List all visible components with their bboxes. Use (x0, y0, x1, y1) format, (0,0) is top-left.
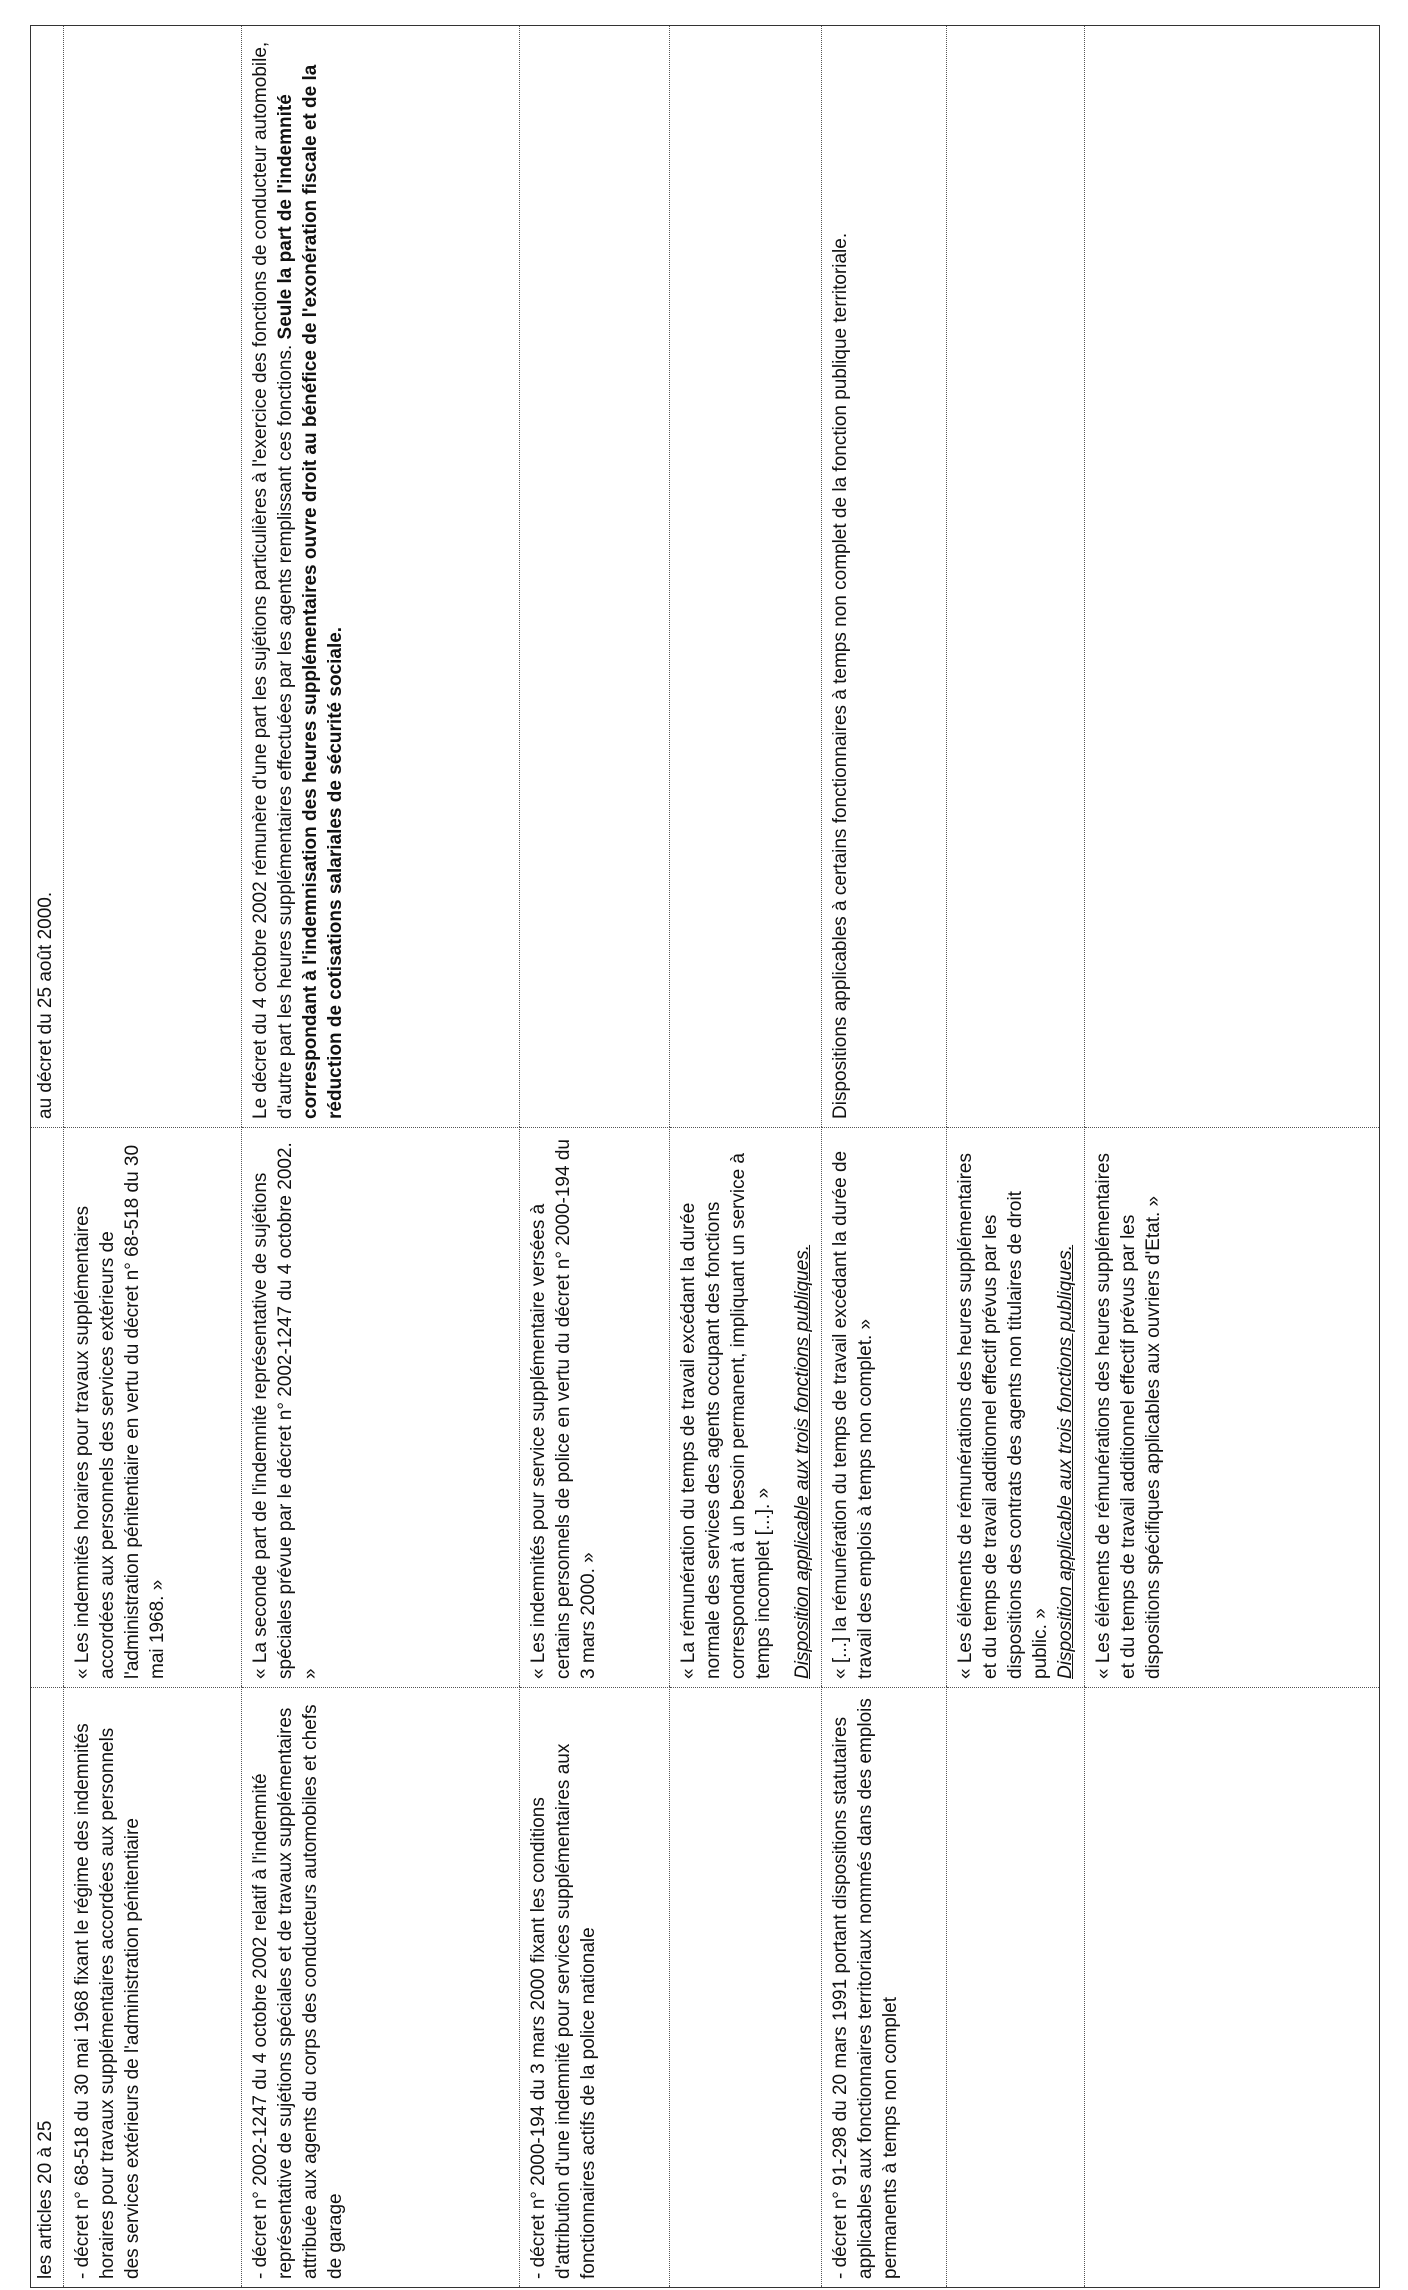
cell-text (31, 1128, 64, 1688)
legal-table (30, 25, 1380, 2288)
table-row (31, 26, 64, 2288)
decree-reference (947, 1688, 1085, 2288)
quote-text: « Les indemnités horaires pour travaux supplémentaires accordées aux personnels des services extérieurs de l'administration pénitentiaire en vertu du décret n° 68-518 du 30 mai 1968. » (72, 1144, 168, 1679)
commentary (947, 26, 1085, 1128)
quote-text: « Les éléments de rémunérations des heures supplémentaires et du temps de travail additionnel effectif prévus par les dispositions des contrats des agents non titulaires de droit public. » (955, 1153, 1051, 1679)
cell-text: les articles 20 à 25 (31, 1688, 64, 2288)
commentary (670, 26, 822, 1128)
decree-reference: - décret n° 68-518 du 30 mai 1968 fixant le régime des indemnités horaires pour travaux supplémentaires accordées aux personnels des services extérieurs de l'administration pénitentiaire (64, 1688, 242, 2288)
commentary (520, 26, 670, 1128)
table-row (1085, 26, 1380, 2288)
quote-text: « La seconde part de l'indemnité représentative de sujétions spéciales prévue par le décret n° 2002-1247 du 4 octobre 2002. » (250, 1142, 321, 1679)
quoted-provision (64, 1128, 242, 1688)
quote-text: « Les éléments de rémunérations des heures supplémentaires et du temps de travail additionnel effectif prévus par les dispositions spécifiques applicables aux ouvriers d'Etat. » (1093, 1153, 1164, 1679)
commentary (1085, 26, 1380, 1128)
applicability-note: Disposition applicable aux trois fonctions publiques. (1055, 1244, 1076, 1679)
table-row (520, 26, 670, 2288)
quoted-provision (1085, 1128, 1380, 1688)
cell-text: au décret du 25 août 2000. (31, 26, 64, 1128)
decree-reference (1085, 1688, 1380, 2288)
quoted-provision (520, 1128, 670, 1688)
table-row (242, 26, 520, 2288)
commentary (242, 26, 520, 1128)
commentary-text: Le décret du 4 octobre 2002 rémunère d'une part les sujétions particulières à l'exercice des fonctions de conducteur automobile, d'autre part les heures supplémentaires effectuées par les agents remplissant ces fonctions. (250, 41, 296, 1119)
table-row (947, 26, 1085, 2288)
table-row (64, 26, 242, 2288)
commentary (64, 26, 242, 1128)
quoted-provision (947, 1128, 1085, 1688)
quoted-provision (822, 1128, 947, 1688)
quoted-provision (242, 1128, 520, 1688)
decree-reference: - décret n° 91-298 du 20 mars 1991 portant dispositions statutaires applicables aux fonctionnaires territoriaux nommés dans des emplois permanents à temps non complet (822, 1688, 947, 2288)
table-row (822, 26, 947, 2288)
quoted-provision (670, 1128, 822, 1688)
commentary-bold-text: Seule la part de l'indemnité correspondant à l'indemnisation des heures supplémentaires ouvre droit au bénéfice de l'exonération fiscale et de la réduction de cotisations salariales de sécurité sociale. (275, 64, 346, 1119)
quote-text: « La rémunération du temps de travail excédant la durée normale des services des agents occupant des fonctions correspondant à un besoin permanent, impliquant un service à temps incomplet [...]. » (678, 1153, 774, 1679)
applicability-note: Disposition applicable aux trois fonctions publiques. (792, 1244, 813, 1679)
commentary: Dispositions applicables à certains fonctionnaires à temps non complet de la fonction publique territoriale. (822, 26, 947, 1128)
quote-text: « [...] la rémunération du temps de travail excédant la durée de travail des emplois à temps non complet. » (830, 1150, 876, 1679)
table-row (670, 26, 822, 2288)
decree-reference (670, 1688, 822, 2288)
decree-reference: - décret n° 2000-194 du 3 mars 2000 fixant les conditions d'attribution d'une indemnité pour services supplémentaires aux fonctionnaires actifs de la police nationale (520, 1688, 670, 2288)
quote-text: « Les indemnités pour service supplémentaire versées à certains personnels de police en vertu du décret n° 2000-194 du 3 mars 2000. » (528, 1139, 599, 1679)
decree-reference: - décret n° 2002-1247 du 4 octobre 2002 relatif à l'indemnité représentative de sujétions spéciales et de travaux supplémentaires attribuée aux agents du corps des conducteurs automobiles et chefs de garage (242, 1688, 520, 2288)
